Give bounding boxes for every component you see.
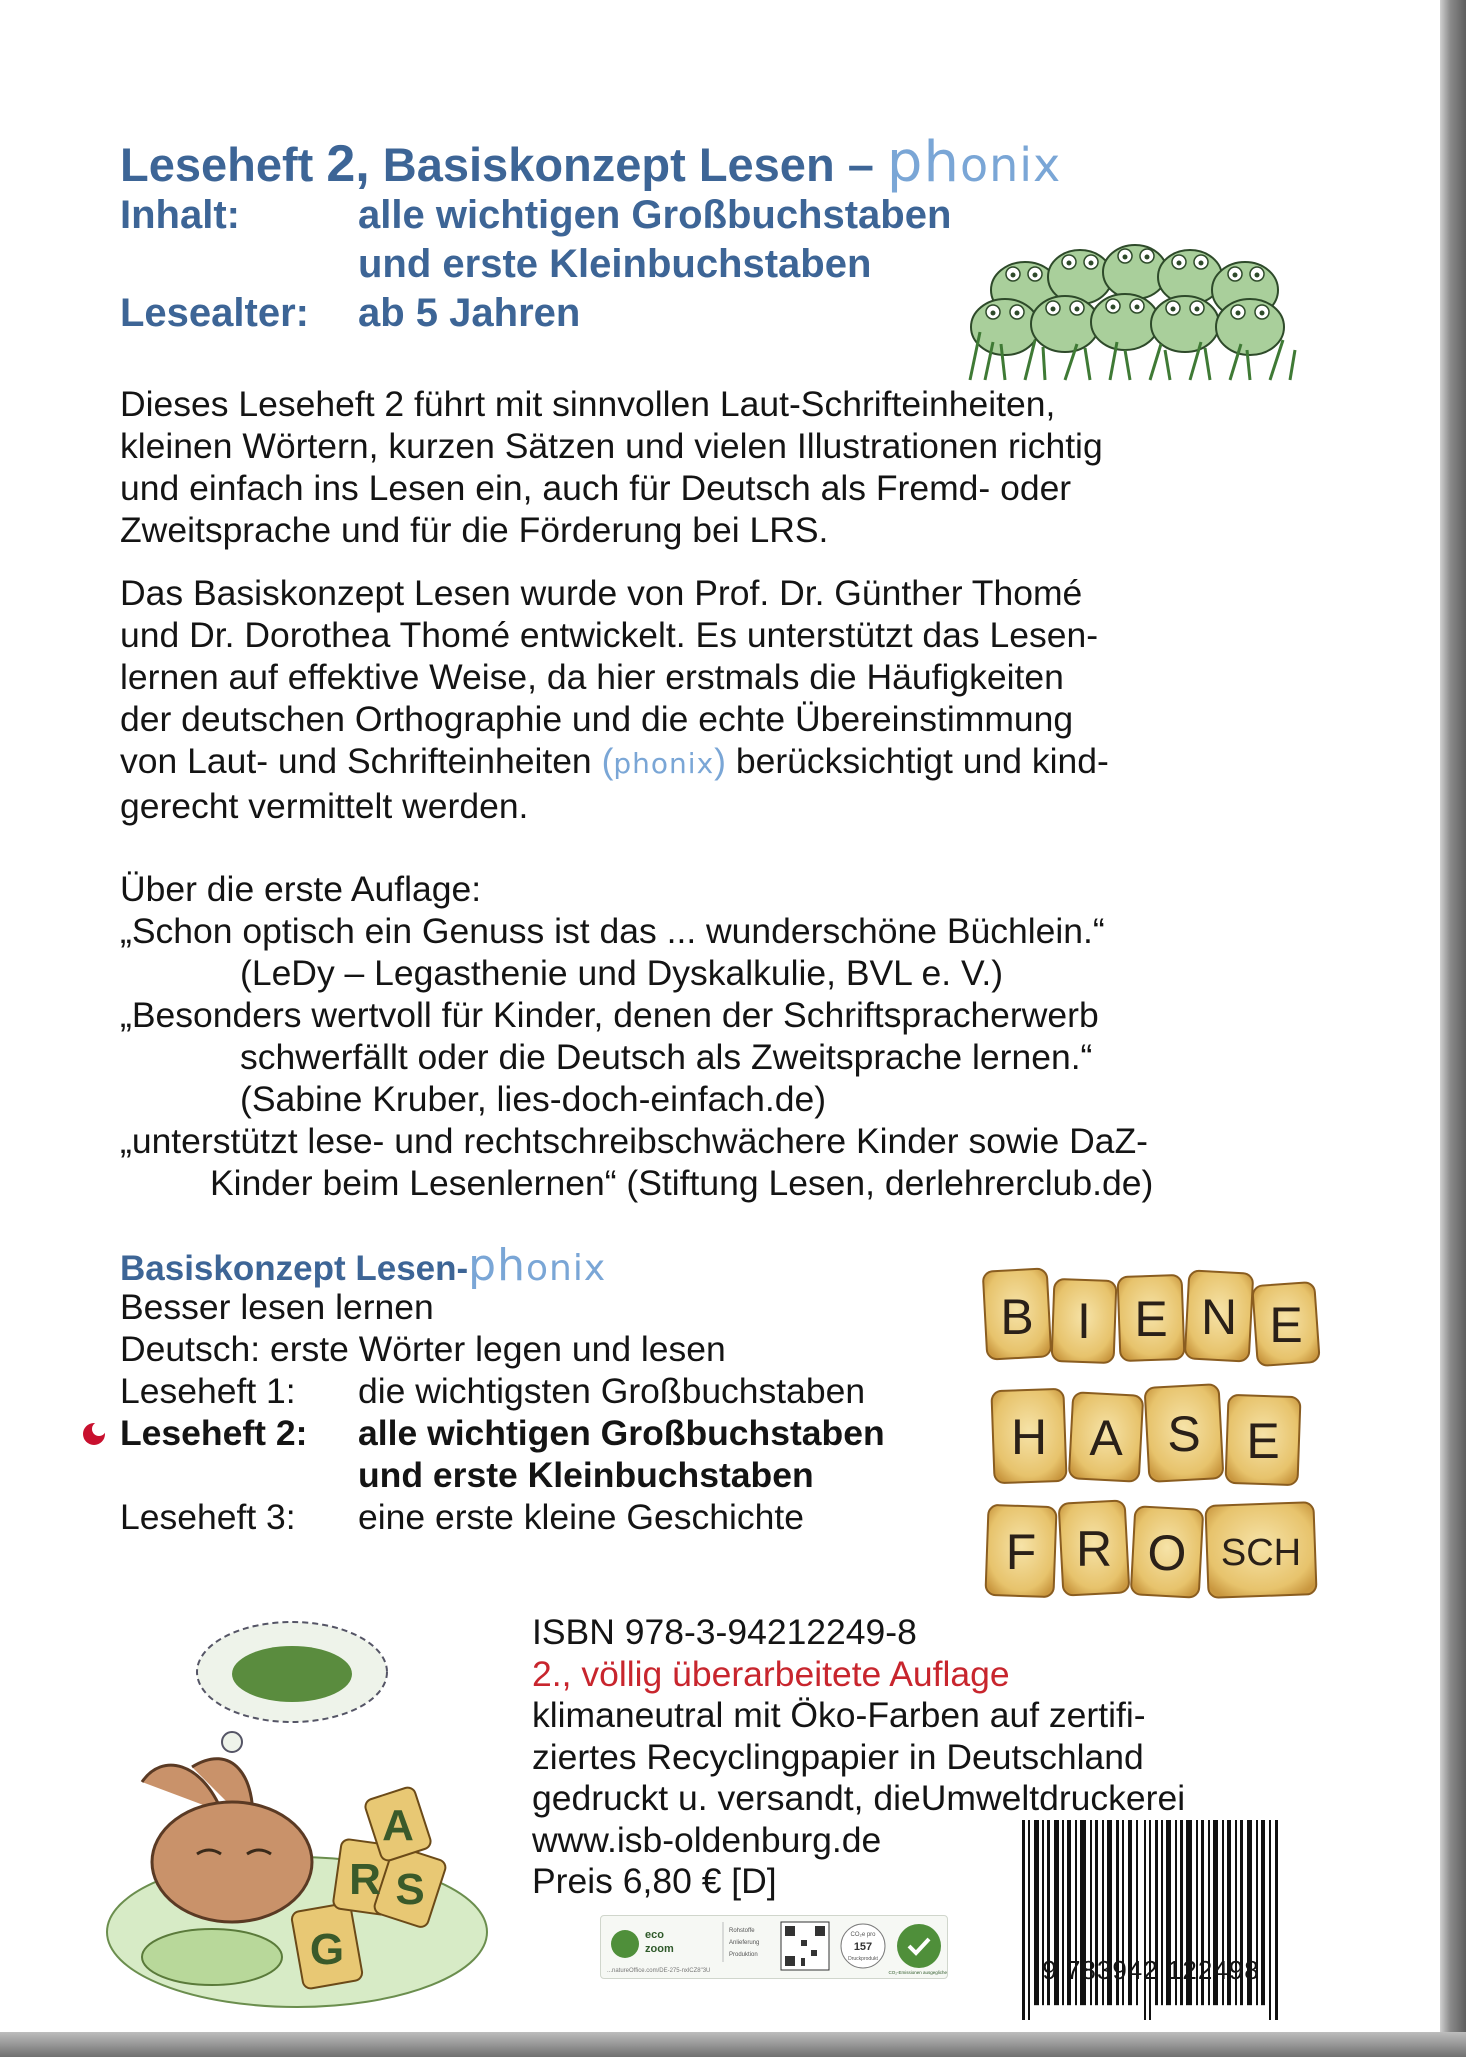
reviews-section: Über die erste Auflage: „Schon optisch ein Genuss ist das ... wunderschöne Büchlein.“ (LeDy – Legasthenie und Dyskalkulie, BVL e. V.) „Besonders wertvoll für Kinder, denen der Schriftspracherwerb schwerfällt oder die Deutsch als Zweitsprache lernen.“ (Sabine Kruber, lies-doch-einfach.de) „unterstützt lese- und rechtschreibschwächere Kinder sowie DaZ- Kinder beim Lesenlernen“ (Stiftung Lesen, derlehrerclub.de) [120,869,1154,1203]
lesealter-value: ab 5 Jahren [358,291,581,335]
eco-zoom-badge [600,1915,948,1979]
svg-text:Rohstoffe: Rohstoffe [729,1928,755,1934]
svg-text:A: A [1089,1410,1123,1466]
publication-info: ISBN 978-3-94212249-8 2., völlig überarbeitete Auflage klimaneutral mit Öko-Farben auf zertifi- ziertes Recyclingpapier in Deutschland gedruckt u. versandt, dieUmweltdruckerei www.isb-oldenburg.de Preis 6,80 € [D] [532,1612,1186,1901]
svg-text:S: S [1167,1406,1201,1462]
isbn-number: ISBN 978-3-94212249-8 [532,1612,917,1652]
price: Preis 6,80 € [D] [532,1861,777,1901]
quote-1-source: (LeDy – Legasthenie und Dyskalkulie, BVL e. V.) [240,953,1004,993]
list-item-current: Leseheft 2: alle wichtigen Großbuchstaben [120,1412,885,1454]
inhalt-line-2: und erste Kleinbuchstaben [358,242,872,286]
frogs-illustration [965,232,1300,382]
quote-2: „Besonders wertvoll für Kinder, denen der Schriftspracherwerb [120,995,1099,1035]
svg-text:157: 157 [853,1941,873,1953]
svg-text:E: E [1246,1413,1280,1469]
svg-text:Produktion: Produktion [729,1952,758,1958]
svg-text:SCH: SCH [1220,1532,1302,1574]
publisher-url: www.isb-oldenburg.de [532,1819,882,1860]
isbn-barcode [1020,1820,1282,2020]
list-item-current-cont: und erste Kleinbuchstaben [358,1455,814,1495]
series-heading: Basiskonzept Lesen-phonix [120,1240,607,1291]
svg-text:CO₂-Emissionen ausgeglichen: CO₂-Emissionen ausgeglichen [888,1970,947,1975]
edition-note: 2., völlig überarbeitete Auflage [532,1653,1010,1694]
inhalt-line-1: alle wichtigen Großbuchstaben [358,193,952,237]
series-list [120,1286,885,1538]
svg-text:E: E [1134,1291,1168,1347]
barcode-digits: 9 783942 122498 [1042,1955,1260,1985]
list-item: Leseheft 3: eine erste kleine Geschichte [120,1497,804,1537]
svg-text:CO₂e pro: CO₂e pro [850,1932,876,1938]
reviews-heading: Über die erste Auflage: [120,869,482,909]
svg-text:Anlieferung: Anlieferung [729,1940,760,1946]
concept-paragraph: Das Basiskonzept Lesen wurde von Prof. Dr. Günther Thomé und Dr. Dorothea Thomé entwickelt. Es unterstützt das Lesen- lernen auf effektive Weise, da hier erstmals die Häufigkeiten der deutschen Orthographie und die echte Übereinstimmung von Laut- und Schrifteinheiten (phonix) berücksichtigt und kind- gerecht vermittelt werden. [120,573,1109,826]
list-item: Leseheft 1: die wichtigsten Großbuchstaben [120,1371,866,1411]
svg-text:I: I [1077,1293,1091,1349]
svg-text:...natureOffice.com/DE-275-nxl: ...natureOffice.com/DE-275-nxlCZ8"3U [607,1968,711,1974]
quote-1: „Schon optisch ein Genuss ist das ... wunderschöne Büchlein.“ [120,911,1105,951]
svg-text:N: N [1200,1289,1238,1345]
svg-text:B: B [1000,1289,1034,1345]
svg-text:F: F [1005,1524,1037,1580]
eco-badge-graphic [601,1916,947,1978]
page-shadow-right [1440,0,1466,2057]
inhalt-label: Inhalt: [120,193,240,237]
svg-text:eco: eco [645,1929,664,1941]
cover-title: Leseheft 2, Basiskonzept Lesen – phonix [120,130,1062,195]
svg-text:A: A [382,1801,414,1850]
phonix-brand: phonix [886,130,1062,195]
phonix-brand-series: phonix [468,1240,607,1291]
leaf-icon [611,1930,639,1958]
sleeping-rabbit-illustration [82,1592,512,2022]
lesealter-label: Lesealter: [120,291,309,335]
svg-text:S: S [395,1865,425,1914]
svg-text:zoom: zoom [645,1943,674,1955]
svg-text:R: R [1075,1521,1113,1577]
svg-text:R: R [349,1855,381,1904]
svg-text:Druckprodukt: Druckprodukt [848,1956,878,1962]
word-tiles-illustration [975,1262,1355,1607]
svg-text:G: G [309,1925,345,1974]
quote-3: „unterstützt lese- und rechtschreibschwächere Kinder sowie DaZ- [120,1121,1148,1161]
svg-text:E: E [1269,1297,1303,1353]
list-item: Deutsch: erste Wörter legen und lesen [120,1329,726,1369]
page-shadow-bottom [0,2032,1466,2057]
intro-paragraph: Dieses Leseheft 2 führt mit sinnvollen Laut-Schrifteinheiten, kleinen Wörtern, kurzen Sätzen und vielen Illustrationen richtig und einfach ins Lesen ein, auch für Deutsch als Fremd- oder Zweitsprache und für die Förderung bei LRS. [120,384,1103,550]
phonix-brand-inline: phonix [613,747,715,780]
quote-2-source: (Sabine Kruber, lies-doch-einfach.de) [240,1079,827,1119]
current-item-bullet-icon [82,1422,106,1446]
svg-text:H: H [1010,1409,1048,1465]
list-item: Besser lesen lernen [120,1287,434,1327]
svg-text:O: O [1147,1525,1187,1581]
